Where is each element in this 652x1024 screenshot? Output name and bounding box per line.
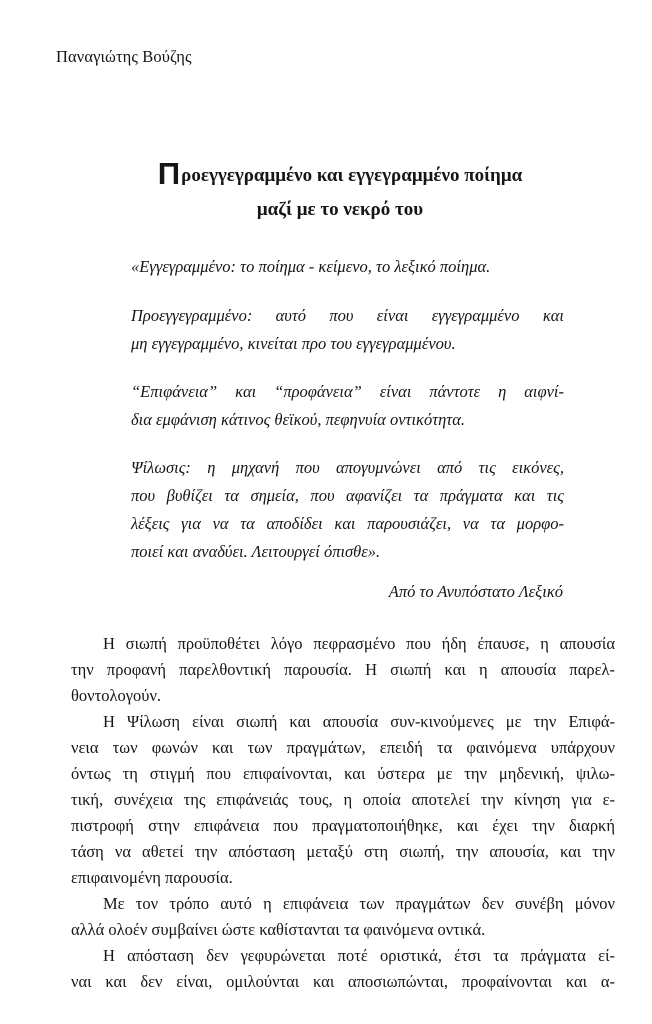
body-line: τάση να αθετεί την απόσταση μεταξύ στη σιωπή, την απουσία, και την	[71, 842, 615, 861]
epigraph-line: δια εμφάνιση κάτινος θεϊκού, πεφηνυία οντικότητα.	[131, 410, 465, 429]
epigraph-line: λέξεις για να τα αποδίδει και παρουσιάζει, να τα μορφο-	[131, 514, 564, 533]
body-line: την προφανή παρελθοντική παρουσία. Η σιωπή και η απουσία παρελ-	[71, 660, 615, 679]
epigraph-line: “Επιφάνεια” και “προφάνεια” είναι πάντοτε η αιφνί-	[131, 382, 564, 401]
drop-cap: Π	[157, 156, 181, 191]
running-head: Παναγιώτης Βούζης	[56, 47, 192, 66]
epigraph-line: «Εγγεγραμμένο: το ποίημα - κείμενο, το λεξικό ποίημα.	[131, 257, 491, 276]
body-text	[71, 631, 615, 995]
epigraph-paragraph-3	[131, 378, 564, 434]
epigraph-line: Ψίλωσις: η μηχανή που απογυμνώνει από τις εικόνες,	[131, 458, 564, 477]
epigraph-paragraph-1	[131, 253, 564, 281]
chapter-title-line-2: μαζί με το νεκρό του	[256, 199, 424, 220]
body-line: Η απόσταση δεν γεφυρώνεται ποτέ οριστικά, έτσι τα πράγματα εί-	[103, 946, 615, 965]
epigraph-line: Προεγγεγραμμένο: αυτό που είναι εγγεγραμμένο και	[131, 306, 564, 325]
epigraph-paragraph-4	[131, 454, 564, 566]
chapter-title-line-1	[40, 156, 640, 193]
body-line: Η σιωπή προϋποθέτει λόγο πεφρασμένο που ήδη έπαυσε, η απουσία	[103, 634, 615, 653]
epigraph-paragraph-2	[131, 302, 564, 358]
epigraph-line: ποιεί και αναδύει. Λειτουργεί όπισθε».	[131, 542, 381, 561]
chapter-title-line-1-text: ροεγγεγραμμένο και εγγεγραμμένο ποίημα	[181, 165, 523, 186]
body-line: αλλά ολοέν συμβαίνει ώστε καθίστανται τα φαινόμενα οντικά.	[71, 920, 486, 939]
body-line: νεια των φωνών και των πραγμάτων, επειδή τα φαινόμενα υπάρχουν	[71, 738, 615, 757]
body-line: ναι και δεν είναι, ομιλούνται και αποσιωπώνται, προφαίνονται και α-	[71, 972, 615, 991]
body-line: Με τον τρόπο αυτό η επιφάνεια των πραγμάτων δεν συνέβη μόνον	[103, 894, 615, 913]
body-line: όντως τη στιγμή που επιφαίνονται, και ύστερα με την μηδενική, ψιλω-	[71, 764, 615, 783]
epigraph-line: μη εγγεγραμμένο, κινείται προ του εγγεγραμμένου.	[131, 334, 456, 353]
epigraph-line: που βυθίζει τα σημεία, που αφανίζει τα πράγματα και τις	[131, 486, 564, 505]
body-line: θοντολογούν.	[71, 686, 162, 705]
body-line: πιστροφή στην επιφάνεια που πραγματοποιήθηκε, και έχει την διαρκή	[71, 816, 615, 835]
body-line: επιφαινομένη παρουσία.	[71, 868, 233, 887]
epigraph-source: Από το Ανυπόστατο Λεξικό	[388, 582, 563, 601]
body-line: τική, συνέχεια της επιφάνειάς τους, η οποία αποτελεί την κίνηση για ε-	[71, 790, 615, 809]
body-line: Η Ψίλωση είναι σιωπή και απουσία συν-κινούμενες με την Επιφά-	[103, 712, 615, 731]
